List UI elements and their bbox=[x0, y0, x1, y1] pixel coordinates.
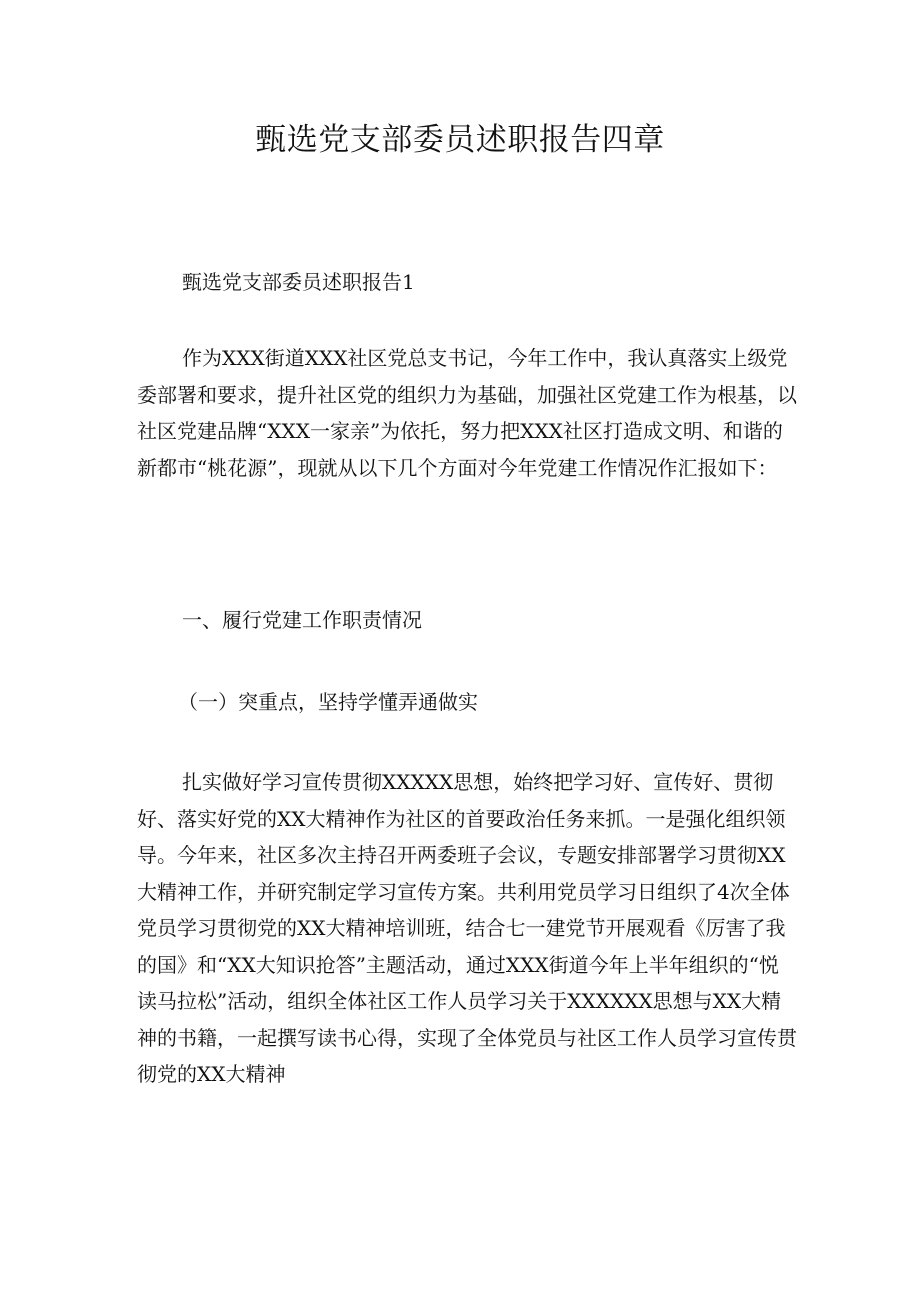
subsection-heading: （一）突重点，坚持学懂弄通做实 bbox=[178, 690, 478, 714]
document-title: 甄选党支部委员述职报告四章 bbox=[255, 122, 665, 158]
section-heading: 一、履行党建工作职责情况 bbox=[182, 608, 422, 632]
intro-paragraph: 作为XXX街道XXX社区党总支书记，今年工作中，我认真落实上级党委部署和要求，提升社区党的组织力为基础，加强社区党建工作为根基，以社区党建品牌“XXX一家亲”为依托，努力把XXX社区打造成文明、和谐的新都市“桃花源”，现就从以下几个方面对今年党建工作情况作汇报如下： bbox=[137, 346, 797, 480]
body-paragraph: 扎实做好学习宣传贯彻XXXXX思想，始终把学习好、宣传好、贯彻好、落实好党的XX大精神作为社区的首要政治任务来抓。一是强化组织领导。今年来，社区多次主持召开两委班子会议，专题安排部署学习贯彻XX大精神工作，并研究制定学习宣传方案。共利用党员学习日组织了4次全体党员学习贯彻党的XX大精神培训班，结合七一建党节开展观看《厉害了我的国》和“XX大知识抢答”主题活动，通过XXX街道今年上半年组织的“悦读马拉松”活动，组织全体社区工作人员学习关于XXXXXX思想与XX大精神的书籍，一起撰写读书心得，实现了全体党员与社区工作人员学习宣传贯彻党的XX大精神 bbox=[137, 770, 797, 1086]
report-subtitle: 甄选党支部委员述职报告1 bbox=[182, 270, 415, 294]
